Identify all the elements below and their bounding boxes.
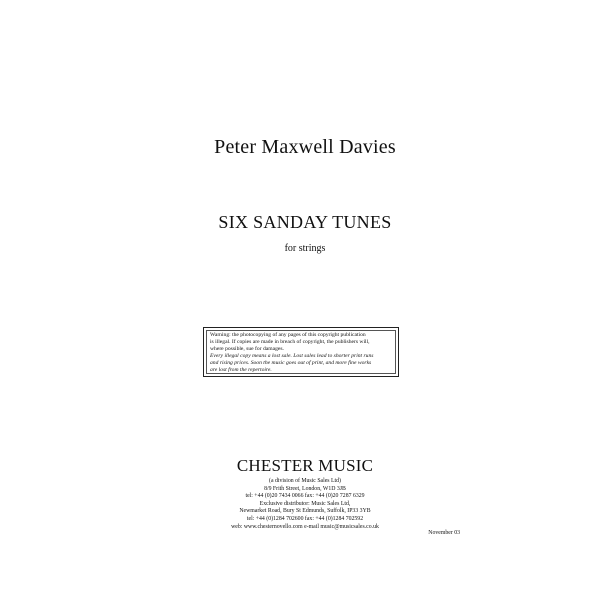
publisher-line: 8/9 Frith Street, London, W1D 3JB <box>264 485 346 492</box>
publisher-line: web: www.chesternovello.com e-mail music@musicsales.co.uk <box>231 523 379 530</box>
publisher-details <box>0 478 610 531</box>
warning-line-italic: and rising prices. Soon the music goes out of print, and more fine works <box>210 360 372 367</box>
composer-name: Peter Maxwell Davies <box>214 136 396 158</box>
publisher-line: tel: +44 (0)1284 702600 fax: +44 (0)1284 702592 <box>246 515 364 522</box>
warning-line: is illegal. If copies are made in breach of copyright, the publishers will, <box>210 339 370 346</box>
work-subtitle: for strings <box>284 243 326 254</box>
warning-line: where possible, sue for damages. <box>210 346 284 353</box>
warning-line: Warning: the photocopying of any pages of this copyright publication <box>210 332 366 338</box>
publisher-line: Exclusive distributor: Music Sales Ltd, <box>259 500 351 507</box>
warning-line-italic: Every illegal copy means a lost sale. Lost sales lead to shorter print runs <box>210 353 374 360</box>
copyright-warning-box <box>203 327 399 377</box>
publisher-line: tel: +44 (0)20 7434 0066 fax: +44 (0)20 7287 6329 <box>245 493 365 500</box>
publisher-name: CHESTER MUSIC <box>236 456 374 475</box>
work-title: SIX SANDAY TUNES <box>218 212 392 232</box>
print-date-code: November 03 <box>428 530 460 536</box>
publisher-line: (a division of Music Sales Ltd) <box>269 478 341 484</box>
publisher-line: Newmarket Road, Bury St Edmunds, Suffolk, IP33 3YB <box>239 508 371 515</box>
warning-line-italic: are lost from the repertoire. <box>210 367 272 374</box>
